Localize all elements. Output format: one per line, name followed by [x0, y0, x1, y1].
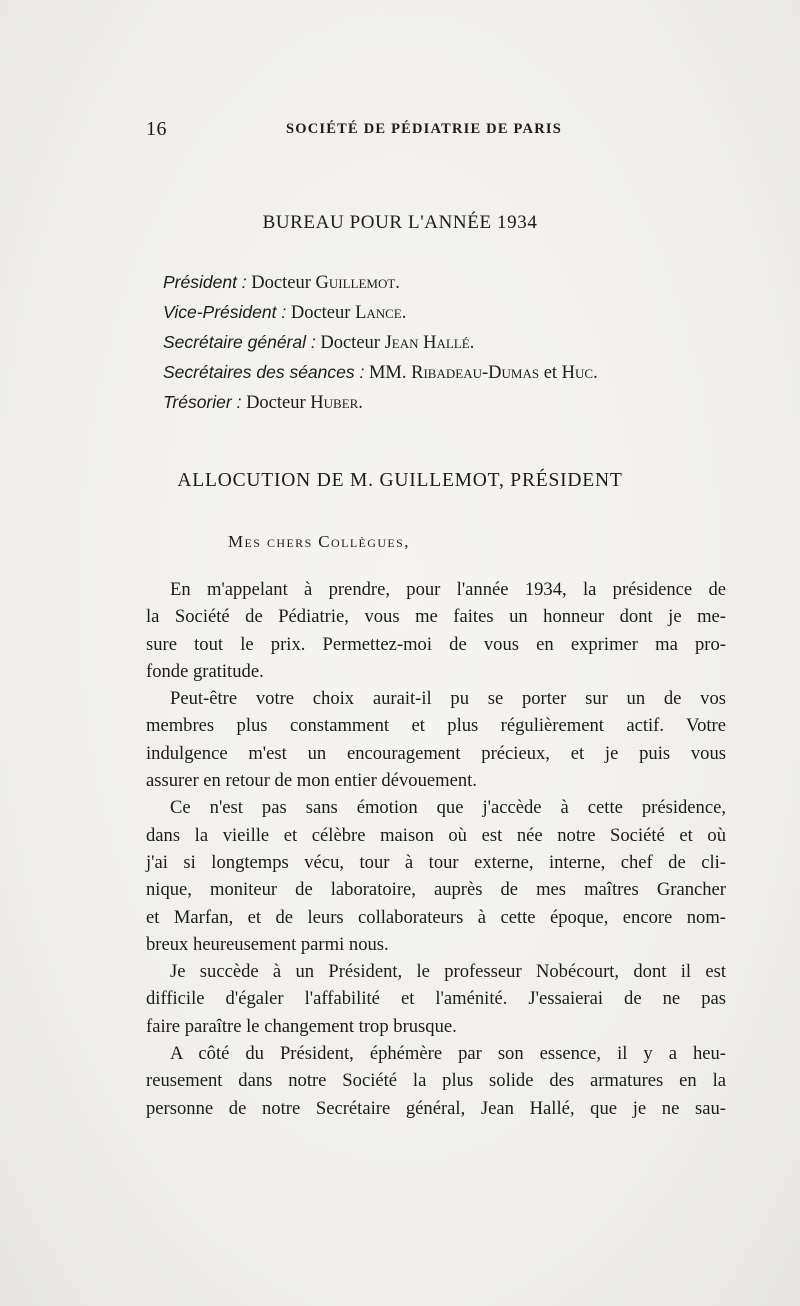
officer-title: Docteur: [320, 333, 380, 353]
text-line: assurer en retour de mon entier dévouement.: [146, 770, 477, 792]
officer-secretary-general: [163, 328, 743, 358]
officer-treasurer: [163, 388, 743, 418]
officer-name: Lance.: [355, 303, 407, 323]
allocution-heading: ALLOCUTION DE M. GUILLEMOT, PRÉSIDENT: [177, 470, 623, 491]
officer-role: Vice-Président :: [163, 302, 287, 322]
salutation: Mes chers Collègues,: [228, 532, 410, 551]
officer-session-secretaries: [163, 358, 743, 388]
officer-president: [163, 268, 743, 298]
text-line: Ce n'est pas sans émotion que j'accède à cette présidence,: [170, 797, 726, 819]
officer-name: Huber.: [310, 393, 363, 413]
text-line: indulgence m'est un encouragement précieux, et je puis vous: [146, 742, 726, 764]
officer-vice-president: [163, 298, 743, 328]
text-line: membres plus constamment et plus régulièrement actif. Votre: [146, 715, 726, 737]
bureau-heading: BUREAU POUR L'ANNÉE 1934: [262, 212, 538, 233]
text-line: En m'appelant à prendre, pour l'année 1934, la présidence de: [170, 579, 726, 600]
running-head: [146, 118, 726, 142]
officer-name: Jean Hallé.: [384, 333, 475, 353]
text-line: Peut-être votre choix aurait-il pu se porter sur un de vos: [170, 688, 726, 710]
text-line: personne de notre Secrétaire général, Jean Hallé, que je ne sau-: [146, 1097, 726, 1119]
officer-title: Docteur: [290, 303, 351, 323]
text-line: sure tout le prix. Permettez-moi de vous en exprimer ma pro-: [146, 633, 726, 655]
officer-conjunction: et: [543, 363, 558, 383]
text-line: difficile d'égaler l'affabilité et l'aménité. J'essaierai de ne pas: [146, 988, 726, 1010]
officer-name: Ribadeau-Dumas: [411, 363, 540, 383]
text-line: et Marfan, et de leurs collaborateurs à cette époque, encore nom-: [146, 906, 726, 928]
allocution-body: [146, 576, 726, 1122]
text-line: fonde gratitude.: [146, 660, 264, 682]
text-line: dans la vieille et célèbre maison où est née notre Société et où: [146, 824, 726, 846]
text-line: nique, moniteur de laboratoire, auprès de mes maîtres Grancher: [146, 879, 726, 901]
text-line: la Société de Pédiatrie, vous me faites un honneur dont je me-: [146, 606, 726, 628]
text-line: faire paraître le changement trop brusque.: [146, 1015, 457, 1037]
officer-name-second: Huc.: [561, 363, 598, 383]
officer-title: Docteur: [251, 273, 311, 293]
officer-role: Secrétaires des séances :: [163, 362, 365, 382]
text-line: A côté du Président, éphémère par son essence, il y a heu-: [170, 1043, 726, 1065]
officer-role: Secrétaire général :: [163, 332, 316, 352]
officer-title: MM.: [368, 363, 407, 383]
officer-role: Président :: [163, 272, 247, 292]
officer-title: Docteur: [246, 393, 306, 413]
officers-list: [163, 268, 743, 418]
text-line: breux heureusement parmi nous.: [146, 933, 389, 955]
page-number: 16: [146, 118, 167, 140]
text-line: j'ai si longtemps vécu, tour à tour externe, interne, chef de cli-: [146, 851, 726, 873]
text-line: reusement dans notre Société la plus solide des armatures en la: [146, 1070, 726, 1092]
journal-title: SOCIÉTÉ DE PÉDIATRIE DE PARIS: [286, 121, 562, 137]
officer-name: Guillemot.: [315, 273, 400, 293]
officer-role: Trésorier :: [163, 392, 242, 412]
text-line: Je succède à un Président, le professeur Nobécourt, dont il est: [170, 961, 726, 983]
